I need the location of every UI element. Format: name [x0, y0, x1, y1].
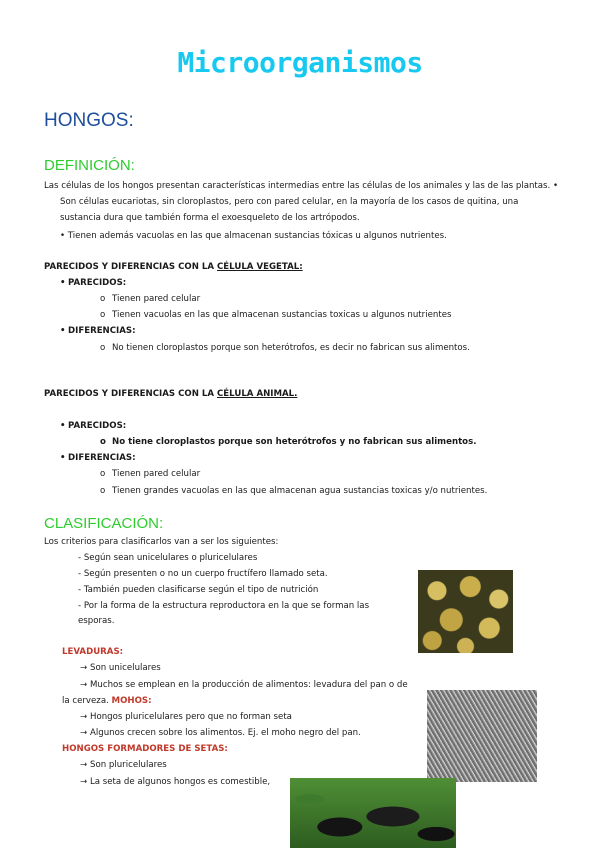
criterio-5: esporas.: [78, 616, 115, 626]
clasificacion-intro: Los criterios para clasificarlos van a ser los siguientes:: [44, 537, 279, 547]
vegetal-diferencias-text: DIFERENCIAS:: [68, 326, 136, 336]
list-item: [100, 434, 476, 450]
section-heading-hongos: HONGOS:: [44, 110, 134, 131]
levaduras-label: LEVADURAS:: [62, 647, 124, 657]
vegetal-parecidos-label: [60, 275, 126, 291]
mold-photo: [427, 690, 537, 782]
bullet-glyph: •: [60, 453, 66, 463]
sub-bullet-glyph: o: [100, 294, 106, 304]
mohos-label: MOHOS:: [111, 696, 152, 706]
mohos-item-2: [80, 725, 361, 741]
definicion-line-4: • Tienen además vacuolas en las que almacenan sustancias tóxicas u algunos nutrientes.: [60, 231, 447, 241]
criterio-1: - Según sean unicelulares o pluricelulares: [78, 553, 258, 563]
levaduras-text-1: Son unicelulares: [90, 663, 161, 673]
mohos-item-1: [80, 709, 292, 725]
setas-item-1: [80, 757, 167, 773]
levaduras-item-2-cont: [62, 693, 152, 709]
clasificacion-heading: CLASIFICACIÓN:: [44, 515, 164, 532]
yeast-photo: [418, 570, 513, 653]
arrow-icon: →: [80, 680, 88, 690]
arrow-icon: →: [80, 777, 88, 787]
levaduras-text-2: Muchos se emplean en la producción de alimentos: levadura del pan o de: [90, 680, 408, 690]
criterio-3: - También pueden clasificarse según el tipo de nutrición: [78, 585, 319, 595]
list-item: [100, 307, 451, 323]
sub-bullet-glyph: o: [100, 437, 106, 447]
animal-heading-underlined: CÉLULA ANIMAL.: [217, 389, 298, 399]
bullet-glyph: •: [60, 278, 66, 288]
arrow-icon: →: [80, 728, 88, 738]
list-item: [100, 291, 200, 307]
setas-text-1: Son pluricelulares: [90, 760, 167, 770]
sub-bullet-glyph: o: [100, 310, 106, 320]
vegetal-parecidos-text: PARECIDOS:: [68, 278, 127, 288]
animal-parecido-1: No tiene cloroplastos porque son heterótrofos y no fabrican sus alimentos.: [112, 437, 477, 447]
mohos-text-1: Hongos pluricelulares pero que no forman seta: [90, 712, 292, 722]
vegetal-heading: [44, 259, 303, 275]
sub-bullet-glyph: o: [100, 486, 106, 496]
list-item: [100, 483, 487, 499]
bullet-glyph: •: [60, 421, 66, 431]
list-item: [100, 466, 200, 482]
list-item: [100, 340, 470, 356]
vegetal-diferencia-1: No tienen cloroplastos porque son heterótrofos, es decir no fabrican sus alimentos.: [112, 343, 470, 353]
setas-label: HONGOS FORMADORES DE SETAS:: [62, 744, 228, 754]
vegetal-parecido-1: Tienen pared celular: [112, 294, 201, 304]
levaduras-text-2b: la cerveza.: [62, 696, 109, 706]
arrow-icon: →: [80, 712, 88, 722]
sub-bullet-glyph: o: [100, 469, 106, 479]
setas-item-2: [80, 774, 270, 790]
bullet-glyph: •: [60, 326, 66, 336]
definicion-line-2: Son células eucariotas, sin cloroplastos, pero con pared celular, en la mayoría de los casos de quitina, una: [60, 197, 519, 207]
setas-text-2: La seta de algunos hongos es comestible,: [90, 777, 271, 787]
vegetal-parecido-2: Tienen vacuolas en las que almacenan sustancias toxicas u algunos nutrientes: [112, 310, 452, 320]
definicion-line-1: Las células de los hongos presentan características intermedias entre las células de los animales y las de las plantas. •: [44, 181, 559, 191]
definicion-heading: DEFINICIÓN:: [44, 157, 135, 174]
arrow-icon: →: [80, 760, 88, 770]
arrow-icon: →: [80, 663, 88, 673]
animal-parecidos-text: PARECIDOS:: [68, 421, 127, 431]
definicion-line-3: sustancia dura que también forma el exoesqueleto de los artrópodos.: [60, 213, 360, 223]
truffle-photo: [290, 778, 456, 848]
vegetal-heading-prefix: PARECIDOS Y DIFERENCIAS CON LA: [44, 262, 217, 272]
vegetal-diferencias-label: [60, 323, 136, 339]
levaduras-item-2: [80, 677, 408, 693]
animal-diferencia-2: Tienen grandes vacuolas en las que almacenan agua sustancias toxicas y/o nutrientes.: [112, 486, 488, 496]
sub-bullet-glyph: o: [100, 343, 106, 353]
animal-diferencia-1: Tienen pared celular: [112, 469, 201, 479]
page-title: Microorganismos: [177, 46, 423, 79]
animal-parecidos-label: [60, 418, 126, 434]
criterio-4: - Por la forma de la estructura reproductora en la que se forman las: [78, 601, 370, 611]
animal-heading-prefix: PARECIDOS Y DIFERENCIAS CON LA: [44, 389, 217, 399]
mohos-text-2: Algunos crecen sobre los alimentos. Ej. el moho negro del pan.: [90, 728, 361, 738]
vegetal-heading-underlined: CÉLULA VEGETAL:: [217, 262, 303, 272]
criterio-2: - Según presenten o no un cuerpo fructífero llamado seta.: [78, 569, 328, 579]
animal-heading: [44, 386, 297, 402]
animal-diferencias-label: [60, 450, 136, 466]
levaduras-item-1: [80, 660, 161, 676]
animal-diferencias-text: DIFERENCIAS:: [68, 453, 136, 463]
